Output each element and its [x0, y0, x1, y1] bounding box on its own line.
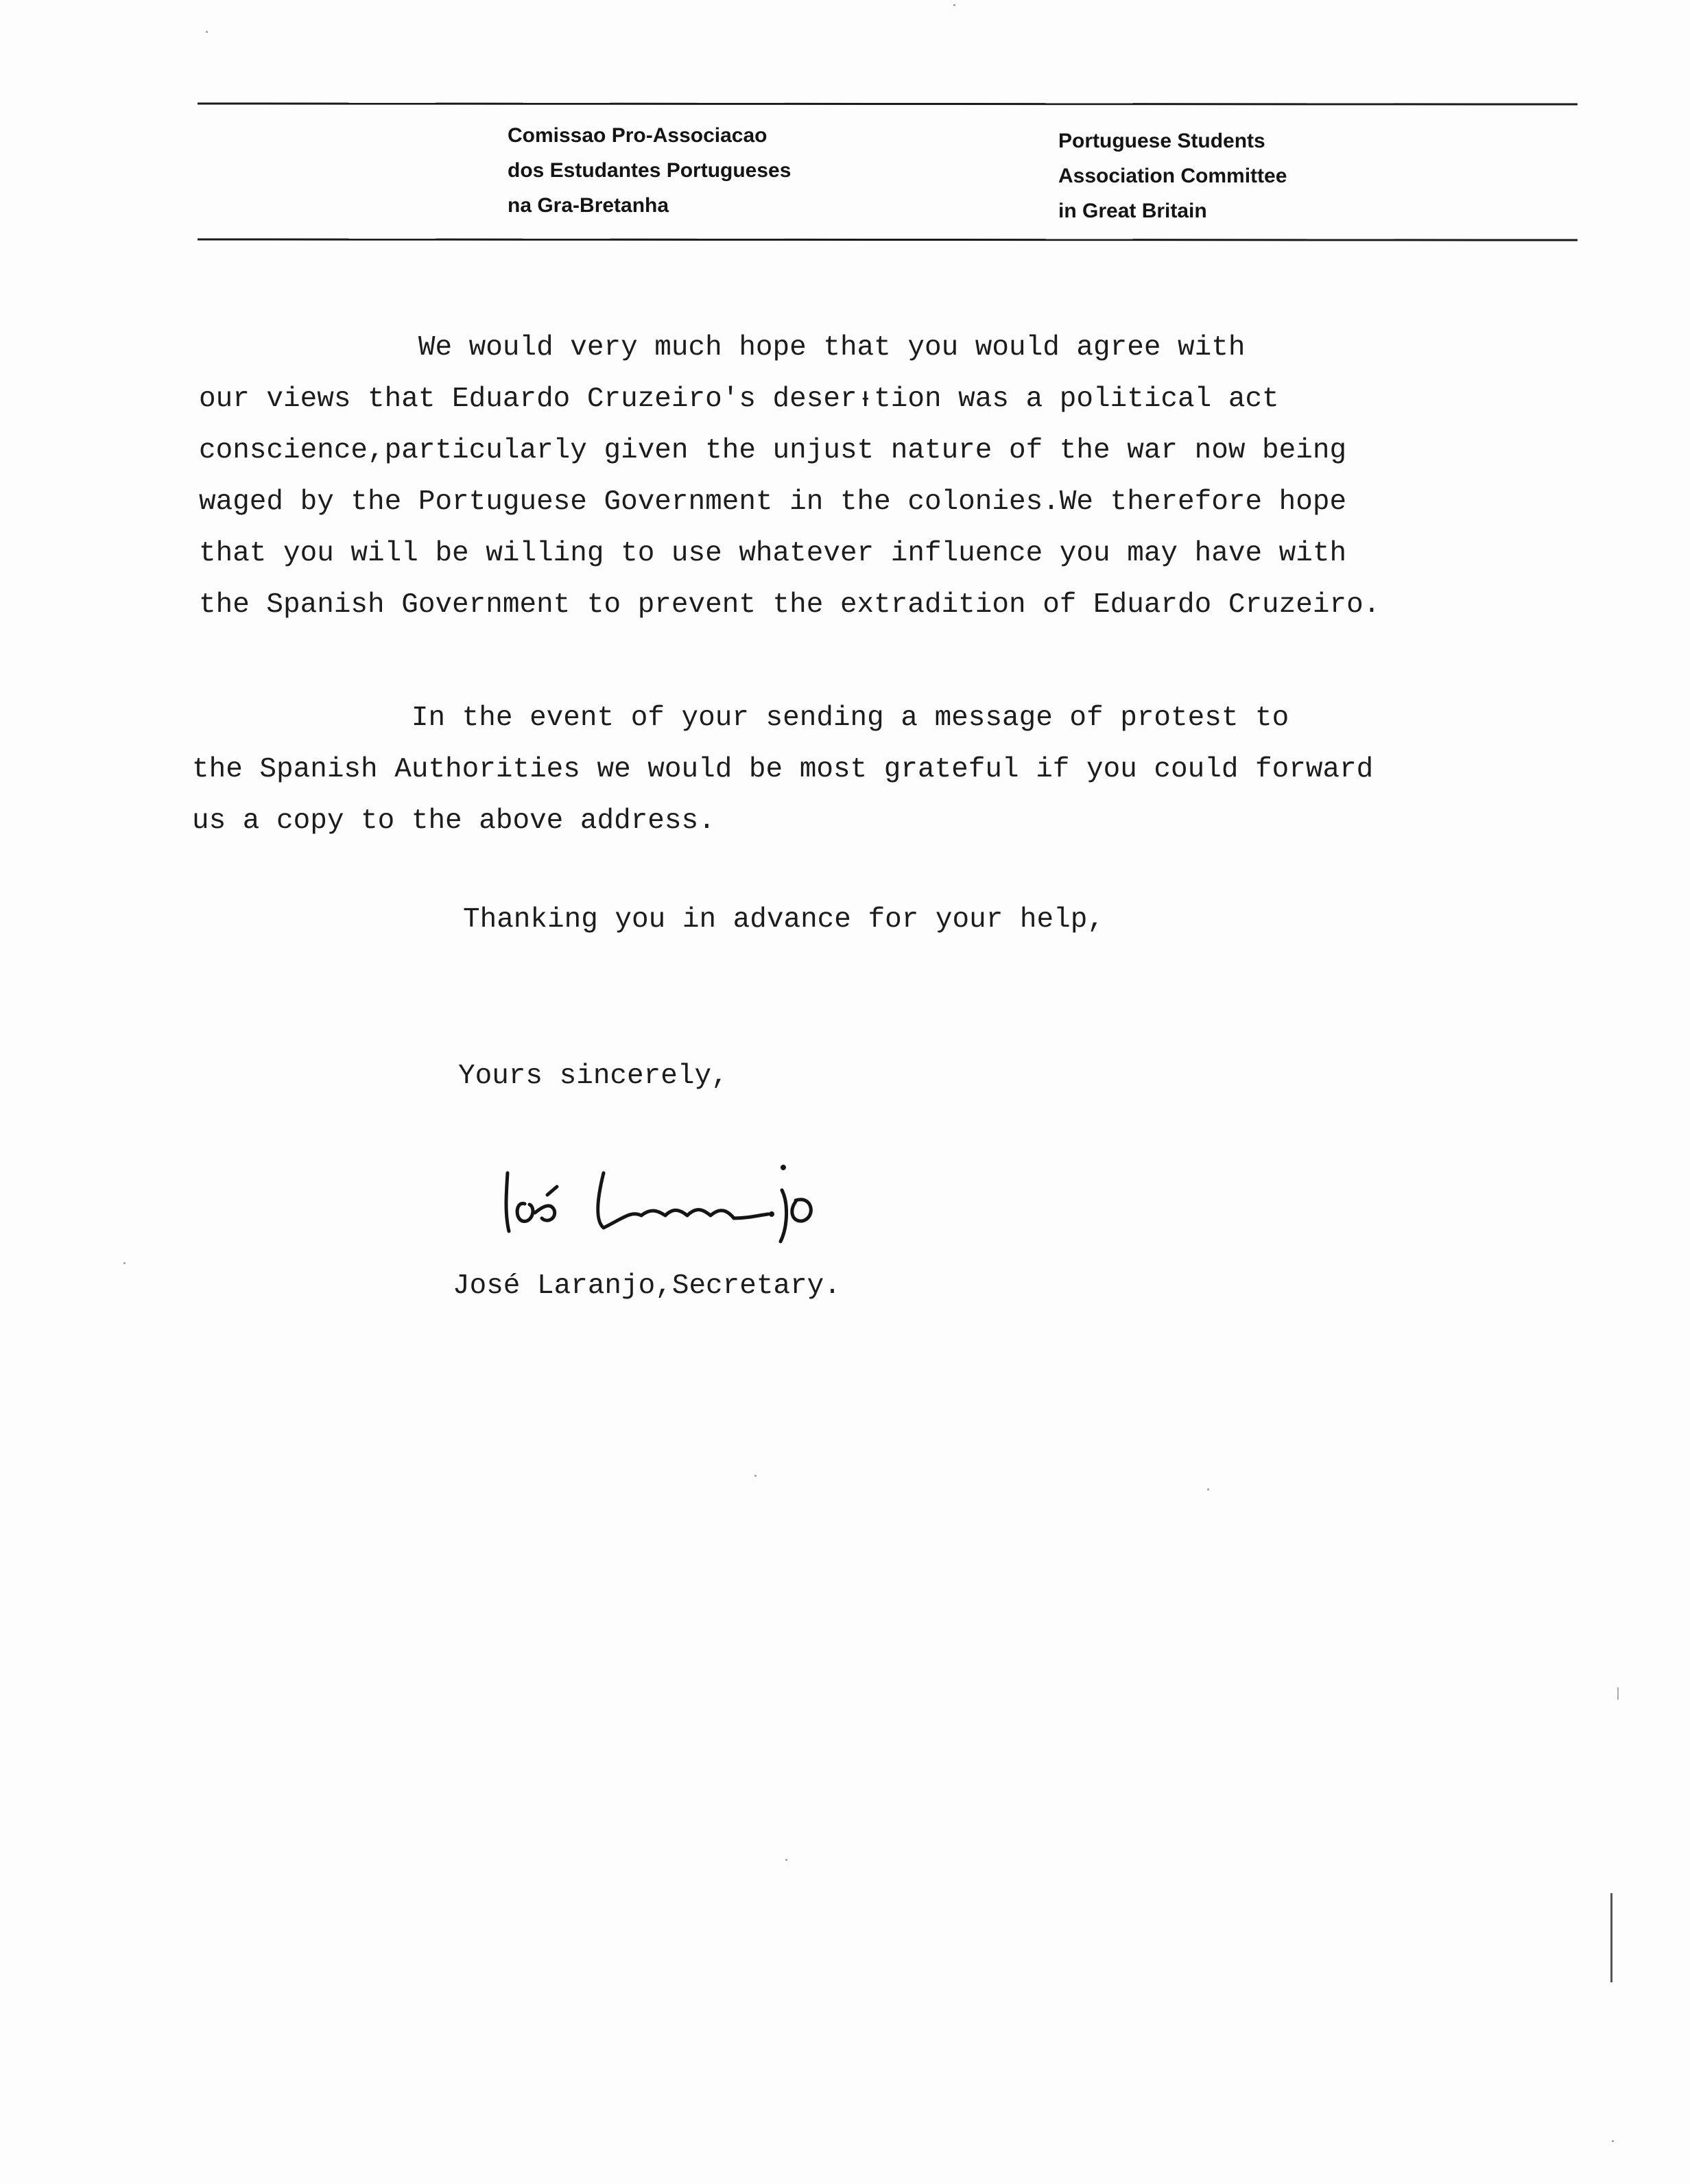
closing-salutation: Yours sincerely,: [458, 1060, 728, 1092]
letterhead-english: [1058, 123, 1287, 228]
closing-thanks: Thanking you in advance for your help,: [463, 904, 1104, 936]
letterhead-english-line-1: Portuguese Students: [1058, 130, 1265, 152]
paragraph-1-line-6: the Spanish Government to prevent the extradition of Eduardo Cruzeiro.: [199, 589, 1381, 621]
handwritten-signature: [494, 1152, 850, 1248]
signature-dot-middle: [769, 1211, 774, 1217]
letterhead-english-line-2: Association Committee: [1058, 165, 1287, 187]
signature-drawing: [494, 1152, 850, 1248]
body-paragraph-2: [192, 693, 1373, 847]
letterhead-portuguese-line-3: na Gra-Bretanha: [508, 194, 669, 217]
scan-speck: [1207, 1488, 1209, 1491]
letterhead-portuguese: [508, 118, 791, 223]
letterhead-bottom-rule: [198, 238, 1578, 241]
paragraph-2-line-2: the Spanish Authorities we would be most grateful if you could forward: [192, 754, 1374, 785]
scan-speck: [953, 4, 955, 6]
letterhead-english-line-3: in Great Britain: [1058, 200, 1207, 222]
signature-dot-top: [781, 1165, 786, 1170]
letterhead-top-rule: [198, 102, 1578, 105]
scan-speck: [754, 1475, 757, 1477]
paragraph-1-line-2: our views that Eduardo Cruzeiro's deserᵼtion was a political act: [199, 383, 1279, 415]
scan-speck: [123, 1262, 126, 1264]
scan-speck: [206, 31, 208, 33]
letterhead-portuguese-line-2: dos Estudantes Portugueses: [508, 159, 792, 182]
scan-edge-mark: [1617, 1687, 1619, 1700]
signatory-name: José Laranjo,Secretary.: [453, 1270, 841, 1302]
body-paragraph-1: [199, 322, 1380, 631]
scan-edge-mark: [1610, 1893, 1612, 1982]
paragraph-1-line-4: waged by the Portuguese Government in the colonies.We therefore hope: [199, 486, 1347, 518]
letterhead-portuguese-line-1: Comissao Pro-Associacao: [508, 124, 767, 147]
paragraph-2-line-3: us a copy to the above address.: [192, 805, 715, 837]
paragraph-1-line-3: conscience,particularly given the unjust nature of the war now being: [199, 435, 1347, 466]
scan-speck: [1612, 2140, 1614, 2142]
scan-speck: [785, 1859, 787, 1861]
paragraph-1-line-1: We would very much hope that you would agree with: [199, 332, 1246, 364]
paragraph-1-line-5: that you will be willing to use whatever influence you may have with: [199, 538, 1347, 569]
paragraph-2-line-1: In the event of your sending a message of protest to: [192, 702, 1289, 734]
